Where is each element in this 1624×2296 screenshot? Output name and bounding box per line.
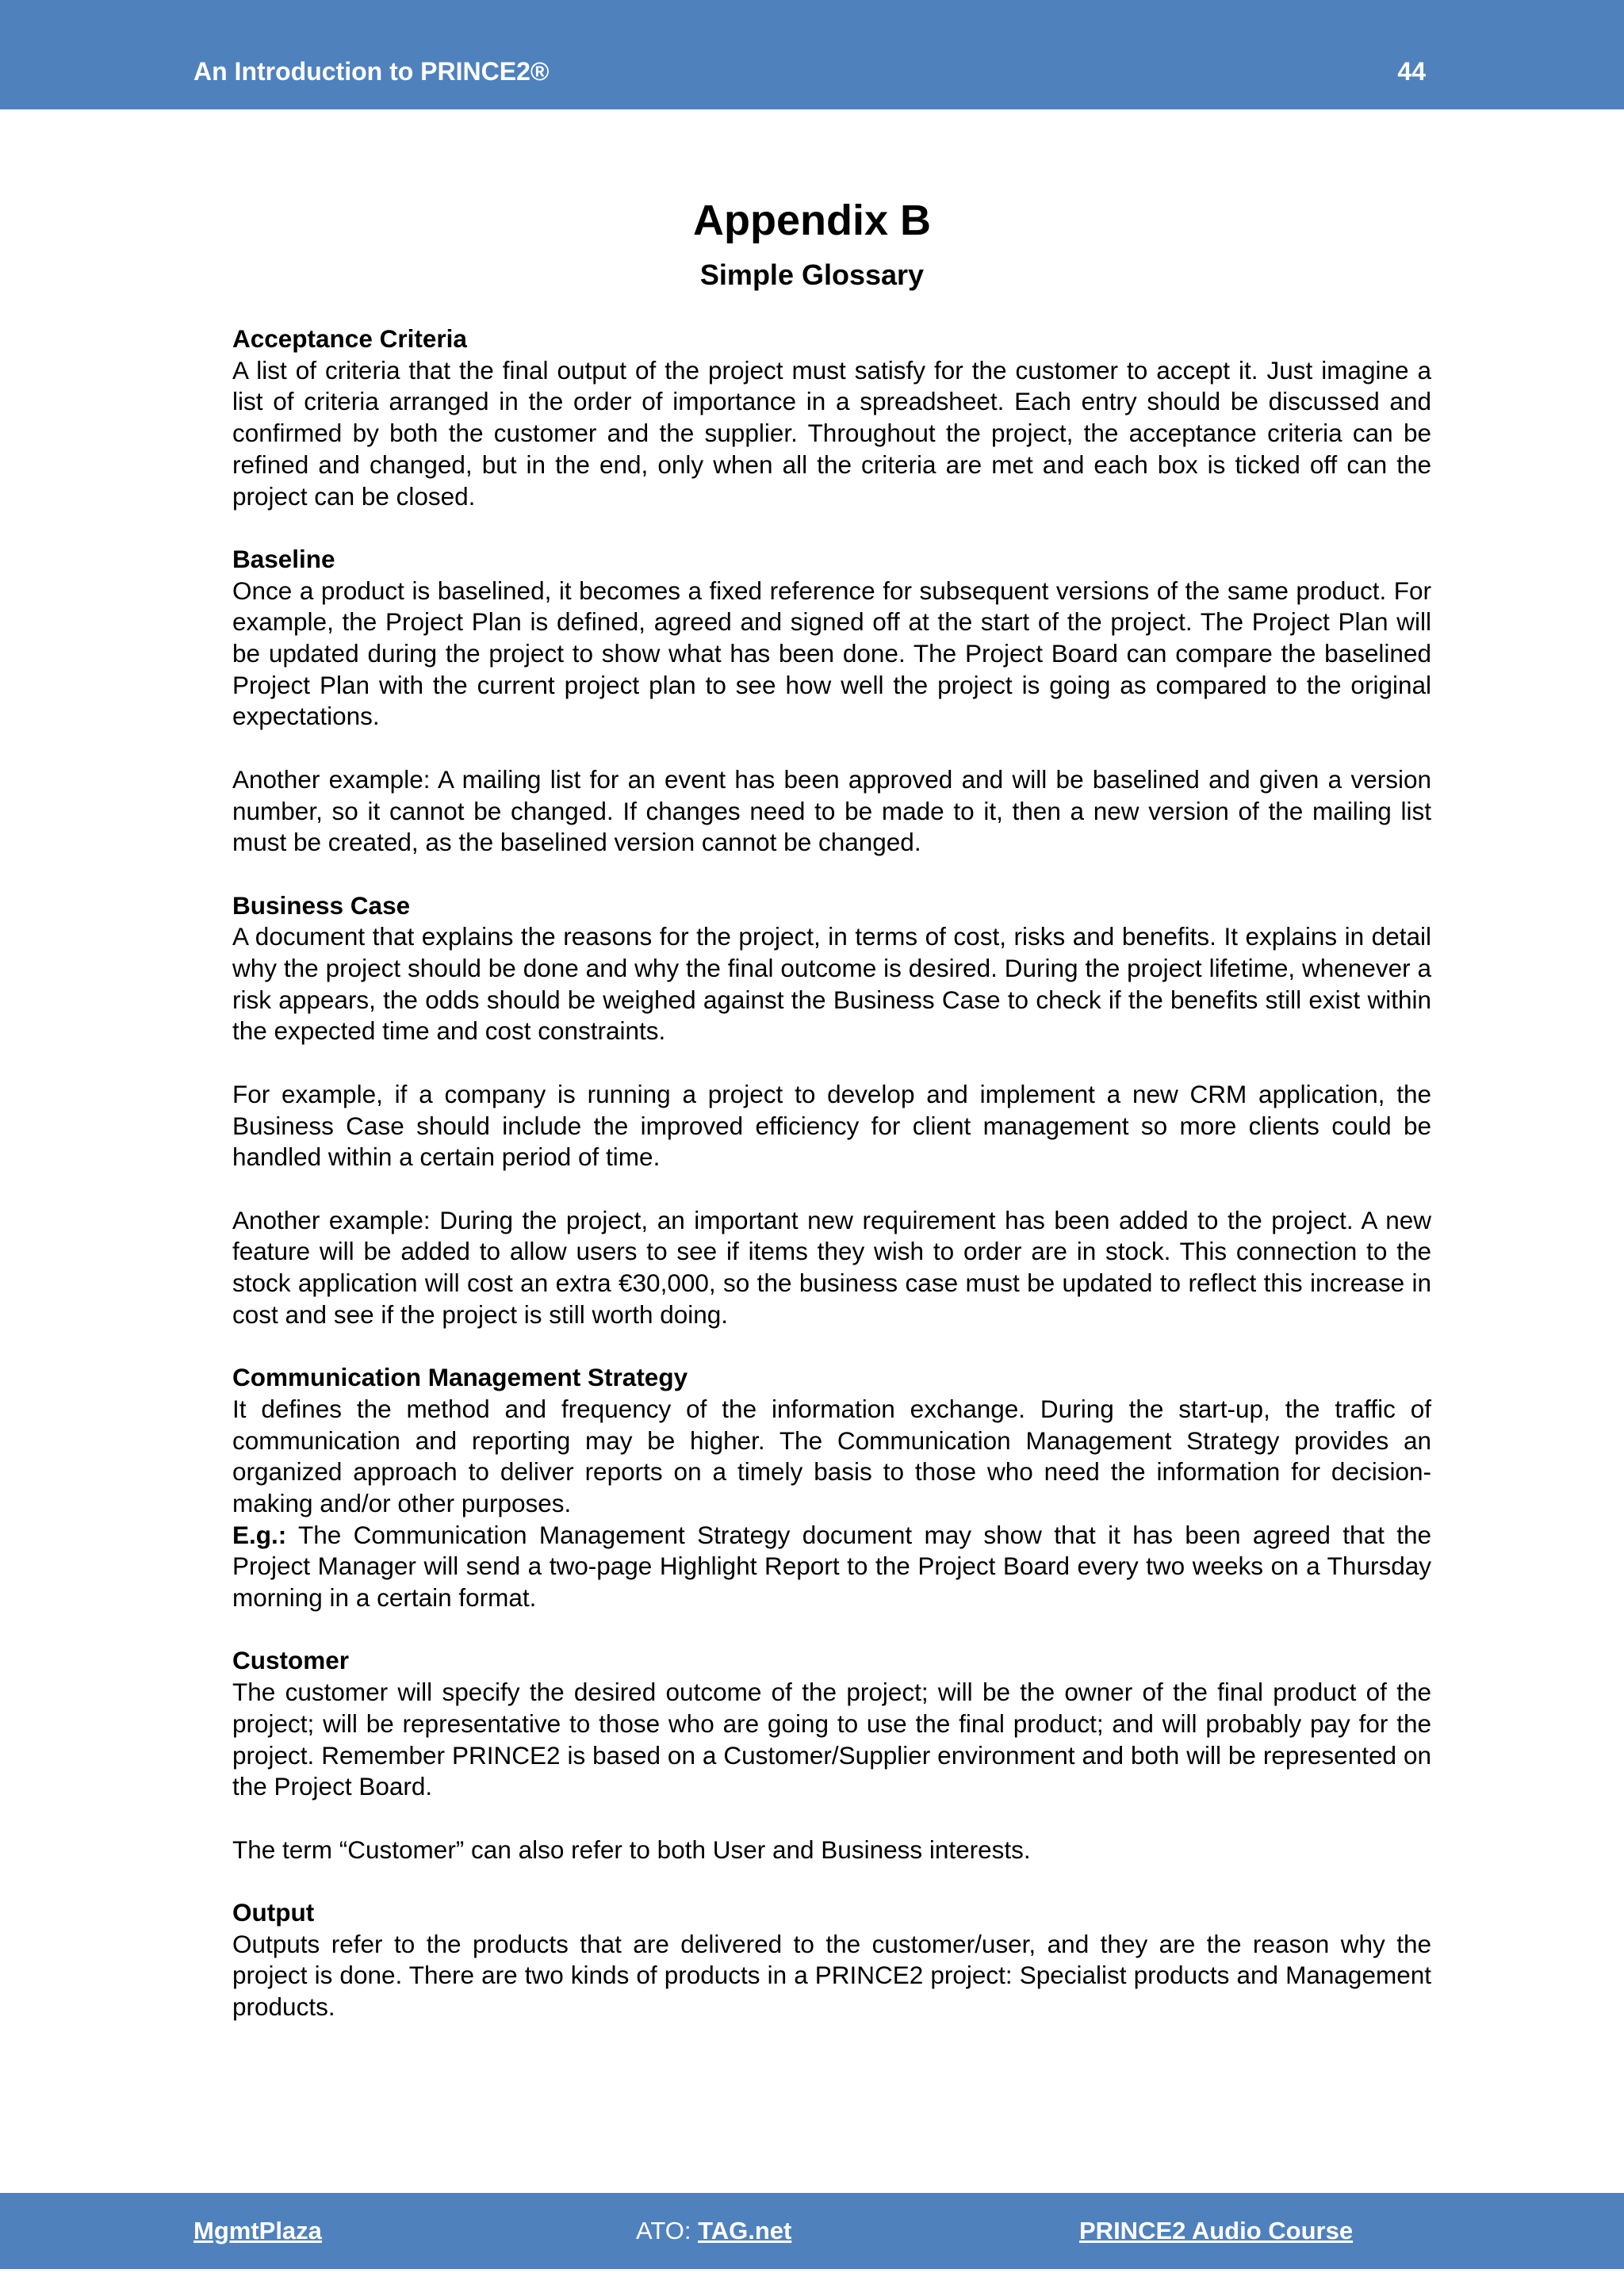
glossary-term: Output — [232, 1898, 315, 1927]
glossary-entry-output — [232, 1897, 1431, 2023]
glossary-note: The term “Customer” can also refer to both User and Business interests. — [232, 1835, 1031, 1864]
glossary-definition: A document that explains the reasons for the project, in terms of cost, risks and benefits. It explains in detail why the project should be done and why the final outcome is desired. During the project lifetime, whenever a risk appears, the odds should be weighed against the Business Case to check if the benefits still exist within the expected time and cost constraints. — [232, 922, 1431, 1046]
glossary-entry-baseline — [232, 544, 1431, 859]
mgmtplaza-link[interactable]: MgmtPlaza — [193, 2217, 322, 2244]
appendix-subtitle: Simple Glossary — [699, 258, 925, 291]
glossary-term: Business Case — [232, 890, 411, 920]
page-number: 44 — [1397, 57, 1426, 86]
page-header-bar — [0, 0, 1624, 109]
glossary-definition: It defines the method and frequency of the information exchange. During the start-up, the traffic of communication and reporting may be higher. The Communication Management Strategy provides an organized approach to deliver reports on a timely basis to those who need the information for decision-making and/or other purposes. — [232, 1394, 1431, 1517]
prince2-audio-course-link[interactable]: PRINCE2 Audio Course — [1079, 2217, 1354, 2244]
glossary-entry-acceptance-criteria — [232, 323, 1431, 512]
glossary-term: Communication Management Strategy — [232, 1363, 688, 1392]
appendix-title: Appendix B — [692, 197, 931, 244]
tag-net-link[interactable]: TAG.net — [698, 2217, 792, 2244]
glossary-definition: Once a product is baselined, it becomes a fixed reference for subsequent versions of the same product. For example, the Project Plan is defined, agreed and signed off at the start of the project. The Project Plan will be updated during the project to show what has been done. The Project Board can compare the baselined Project Plan with the current project plan to see how well the project is going as compared to the original expectations. — [232, 576, 1431, 731]
ato-credit — [636, 2217, 791, 2245]
glossary-example: Another example: A mailing list for an event has been approved and will be baselined and given a version number, so it cannot be changed. If changes need to be made to it, then a new version of the mailing list must be created, as the baselined version cannot be changed. — [232, 764, 1431, 857]
example-text: The Communication Management Strategy document may show that it has been agreed that the Project Manager will send a two-page Highlight Report to the Project Board every two weeks on a Thursday morning in a certain format. — [232, 1520, 1431, 1613]
appendix-heading — [0, 189, 1624, 297]
glossary-term: Customer — [232, 1646, 350, 1675]
example-label: E.g.: — [232, 1520, 287, 1549]
glossary-term: Acceptance Criteria — [232, 324, 467, 353]
glossary-definition: The customer will specify the desired outcome of the project; will be the owner of the final product of the project; will be representative to those who are going to use the final product; and will probably pay for the project. Remember PRINCE2 is based on a Customer/Supplier environment and both will be represented on the Project Board. — [232, 1678, 1431, 1801]
glossary-example — [232, 1520, 1431, 1614]
glossary-example: Another example: During the project, an important new requirement has been added to the project. A new feature will be added to allow users to see if items they wish to order are in stock. This connection to the stock application will cost an extra €30,000, so the business case must be updated to reflect this increase in cost and see if the project is still worth doing. — [232, 1205, 1431, 1329]
glossary-entry-business-case — [232, 890, 1431, 1331]
glossary-definition: A list of criteria that the final output of the project must satisfy for the customer to accept it. Just imagine a list of criteria arranged in the order of importance in a spreadsheet. Each entry should be discussed and confirmed by both the customer and the supplier. Throughout the project, the acceptance criteria can be refined and changed, but in the end, only when all the criteria are met and each box is ticked off can the project can be closed. — [232, 355, 1431, 511]
ato-prefix: ATO: — [636, 2217, 699, 2244]
document-title: An Introduction to PRINCE2® — [193, 57, 550, 86]
glossary-entry-communication-management-strategy — [232, 1362, 1431, 1614]
page-footer-bar — [0, 2193, 1624, 2269]
glossary-content — [232, 323, 1431, 2055]
glossary-example: For example, if a company is running a project to develop and implement a new CRM application, the Business Case should include the improved efficiency for client management so more clients could be handled within a certain period of time. — [232, 1079, 1431, 1172]
glossary-term: Baseline — [232, 544, 335, 573]
glossary-definition: Outputs refer to the products that are delivered to the customer/user, and they are the reason why the project is done. There are two kinds of products in a PRINCE2 project: Specialist products and Management products. — [232, 1929, 1431, 2022]
glossary-entry-customer — [232, 1645, 1431, 1866]
